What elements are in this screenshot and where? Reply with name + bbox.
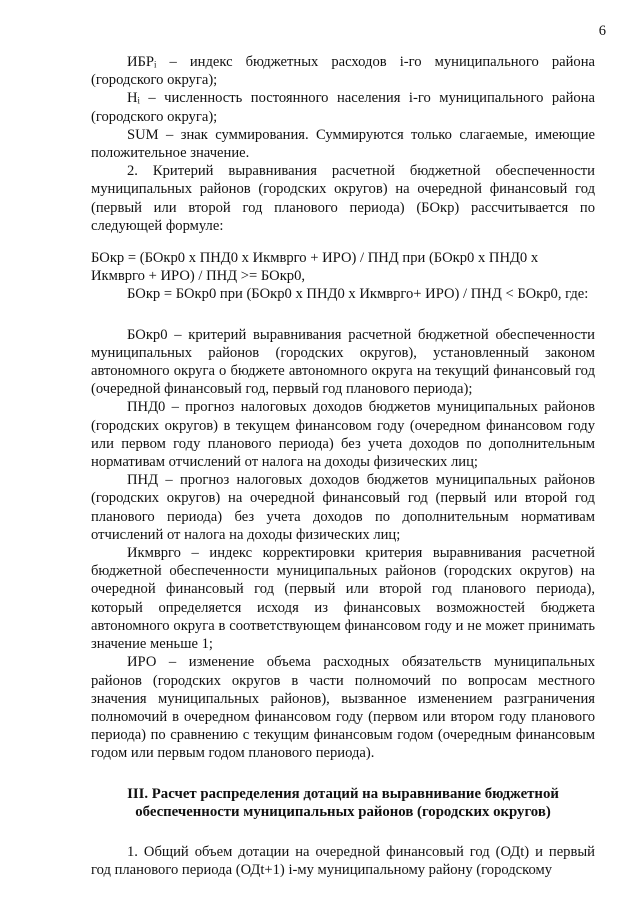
section-paragraph: 1. Общий объем дотации на очередной финансовый год (ОДt) и первый год планового периода (ОДt+1) i-му муниципальному району (городскому: [91, 843, 595, 879]
formula-block: [91, 249, 595, 304]
definition-ibr: ИБРᵢ – индекс бюджетных расходов i-го муниципального района (городского округа);: [91, 54, 595, 89]
page-number: 6: [598, 23, 606, 39]
definition-sum: SUM – знак суммирования. Суммируются только слагаемые, имеющие положительное значение.: [91, 126, 595, 162]
page-content: [91, 53, 595, 879]
definition-population: Нᵢ – численность постоянного населения i-го муниципального района (городского округа);: [91, 90, 595, 125]
criterion-intro: 2. Критерий выравнивания расчетной бюджетной обеспеченности муниципальных районов (городских округов) на очередной финансовый год (первый или второй год планового периода) (БОкр) рассчитывается по следующей формуле:: [91, 163, 595, 234]
formula-line-2: БОкр = БОкр0 при (БОкр0 х ПНД0 х Икмврго+ ИРО) / ПНД < БОкр0, где:: [127, 286, 589, 303]
definition-ikmvrgo: Икмврго – индекс корректировки критерия выравнивания расчетной бюджетной обеспеченности муниципальных районов (городских округов) на очередной финансовый год (первый или второй год планового периода), который определяется исходя из финансовых возможностей бюджета автономного округа в соответствующем финансовом году и не может принимать значение меньше 1;: [91, 545, 595, 653]
definition-iro: ИРО – изменение объема расходных обязательств муниципальных районов (городских округов в части полномочий по вопросам местного значения муниципальных районов), вызванное изменением разграничения полномочий в очередном финансовом году (первом или втором году планового периода) по сравнению с текущим финансовым годом (очередным финансовым годом или первым годом планового периода).: [91, 654, 595, 762]
section-heading: III. Расчет распределения дотаций на выравнивание бюджетной обеспеченности муниципальных районов (городских округов): [127, 785, 559, 820]
definition-pnd0: ПНД0 – прогноз налоговых доходов бюджетов муниципальных районов (городских округов) в текущем финансовом году (очередном финансовом году или первом году планового периода) без учета доходов по дополнительным нормативам отчислений от налога на доходы физических лиц;: [91, 399, 595, 471]
definition-pnd: ПНД – прогноз налоговых доходов бюджетов муниципальных районов (городских округов) на очередной финансовый год (первый или второй год планового периода) без учета доходов по дополнительным нормативам отчислений от налога на доходы физических лиц;: [91, 472, 595, 543]
definition-bo-kr0: БОкр0 – критерий выравнивания расчетной бюджетной обеспеченности муниципальных районов (городских округов), установленный законом автономного округа о бюджете автономного округа на текущий финансовый год (очередной финансовый год, первый год планового периода);: [91, 326, 595, 398]
formula-line-1: БОкр = (БОкр0 х ПНД0 х Икмврго + ИРО) / ПНД при (БОкр0 х ПНД0 х Икмврго + ИРО) / ПНД >= БОкр0,: [91, 250, 539, 285]
